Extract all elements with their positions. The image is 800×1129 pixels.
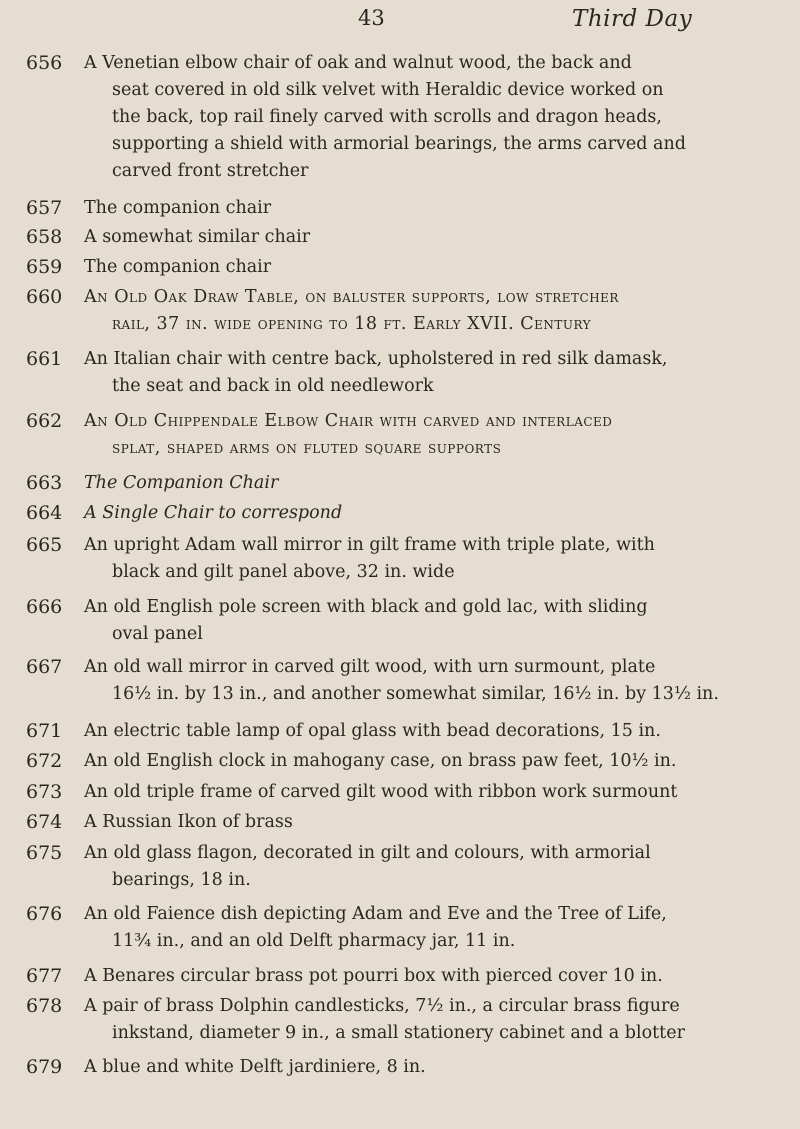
desc-line: splat, shaped arms on fluted square supports xyxy=(112,438,502,458)
desc-line: seat covered in old silk velvet with Heraldic device worked on xyxy=(112,80,664,100)
lot-number: 675 xyxy=(26,842,63,864)
desc-line: 11¾ in., and an old Delft pharmacy jar, 11 in. xyxy=(112,931,516,951)
desc-line: An old English clock in mahogany case, on brass paw feet, 10½ in. xyxy=(84,751,677,771)
lot-description xyxy=(84,254,784,281)
lot-description xyxy=(84,779,784,806)
lot-description xyxy=(84,594,784,648)
lot-number: 677 xyxy=(26,965,63,987)
lot-number: 663 xyxy=(26,472,63,494)
desc-line: A blue and white Delft jardiniere, 8 in. xyxy=(84,1057,426,1077)
lot-number: 665 xyxy=(26,534,63,556)
lot-number: 676 xyxy=(26,903,63,925)
desc-line: oval panel xyxy=(112,624,203,644)
desc-line: the seat and back in old needlework xyxy=(112,376,434,396)
lot-number: 658 xyxy=(26,226,63,248)
lot-number: 660 xyxy=(26,286,63,308)
desc-line: inkstand, diameter 9 in., a small stationery cabinet and a blotter xyxy=(112,1023,685,1043)
desc-line: the back, top rail finely carved with scrolls and dragon heads, xyxy=(112,107,662,127)
desc-line: A Benares circular brass pot pourri box with pierced cover 10 in. xyxy=(84,966,663,986)
desc-line: A Russian Ikon of brass xyxy=(84,812,293,832)
lot-description xyxy=(84,500,784,527)
lot-description xyxy=(84,50,784,185)
lot-number: 672 xyxy=(26,750,63,772)
lot-description xyxy=(84,1054,784,1081)
desc-line: A Venetian elbow chair of oak and walnut wood, the back and xyxy=(84,53,632,73)
lot-number: 674 xyxy=(26,811,63,833)
lot-description xyxy=(84,408,784,462)
desc-line: The companion chair xyxy=(84,257,272,277)
lot-description xyxy=(84,748,784,775)
lot-number: 656 xyxy=(26,52,63,74)
lot-description xyxy=(84,195,784,222)
lot-description xyxy=(84,718,784,745)
desc-line: A somewhat similar chair xyxy=(84,227,311,247)
lot-description xyxy=(84,809,784,836)
lot-number: 679 xyxy=(26,1056,63,1078)
lot-description xyxy=(84,346,784,400)
lot-number: 657 xyxy=(26,197,63,219)
desc-line: black and gilt panel above, 32 in. wide xyxy=(112,562,455,582)
desc-line: carved front stretcher xyxy=(112,161,309,181)
page-header xyxy=(0,6,800,36)
desc-line: The companion chair xyxy=(84,198,272,218)
desc-line: An old Faience dish depicting Adam and Eve and the Tree of Life, xyxy=(84,904,667,924)
lot-description xyxy=(84,532,784,586)
day-heading: Third Day xyxy=(572,6,693,32)
lot-number: 662 xyxy=(26,410,63,432)
desc-line: A Single Chair to correspond xyxy=(84,503,343,523)
desc-line: An old triple frame of carved gilt wood with ribbon work surmount xyxy=(84,782,678,802)
lot-number: 667 xyxy=(26,656,63,678)
lot-number: 673 xyxy=(26,781,63,803)
desc-line: An old English pole screen with black and gold lac, with sliding xyxy=(84,597,648,617)
desc-line: An Italian chair with centre back, upholstered in red silk damask, xyxy=(84,349,668,369)
lot-number: 678 xyxy=(26,995,63,1017)
lot-description xyxy=(84,654,784,708)
lot-number: 659 xyxy=(26,256,63,278)
desc-line: A pair of brass Dolphin candlesticks, 7½ in., a circular brass figure xyxy=(84,996,680,1016)
lot-number: 666 xyxy=(26,596,63,618)
lot-description xyxy=(84,284,784,338)
lot-number: 671 xyxy=(26,720,63,742)
lot-description xyxy=(84,840,784,894)
desc-line: bearings, 18 in. xyxy=(112,870,251,890)
desc-line: An Old Chippendale Elbow Chair with carved and interlaced xyxy=(84,411,613,431)
lot-description xyxy=(84,470,784,497)
desc-line: An old wall mirror in carved gilt wood, with urn surmount, plate xyxy=(84,657,656,677)
desc-line: rail, 37 in. wide opening to 18 ft. Early XVII. Century xyxy=(112,314,592,334)
desc-line: An electric table lamp of opal glass with bead decorations, 15 in. xyxy=(84,721,661,741)
desc-line: 16½ in. by 13 in., and another somewhat similar, 16½ in. by 13½ in. xyxy=(112,684,719,704)
desc-line: An upright Adam wall mirror in gilt frame with triple plate, with xyxy=(84,535,655,555)
lot-description xyxy=(84,963,784,990)
desc-line: supporting a shield with armorial bearings, the arms carved and xyxy=(112,134,686,154)
lot-description xyxy=(84,993,784,1047)
desc-line: The Companion Chair xyxy=(84,473,279,493)
lot-description xyxy=(84,901,784,955)
lot-number: 664 xyxy=(26,502,63,524)
desc-line: An old glass flagon, decorated in gilt and colours, with armorial xyxy=(84,843,651,863)
page-number: 43 xyxy=(358,6,385,30)
lot-description xyxy=(84,224,784,251)
lot-number: 661 xyxy=(26,348,63,370)
desc-line: An Old Oak Draw Table, on baluster supports, low stretcher xyxy=(84,287,619,307)
